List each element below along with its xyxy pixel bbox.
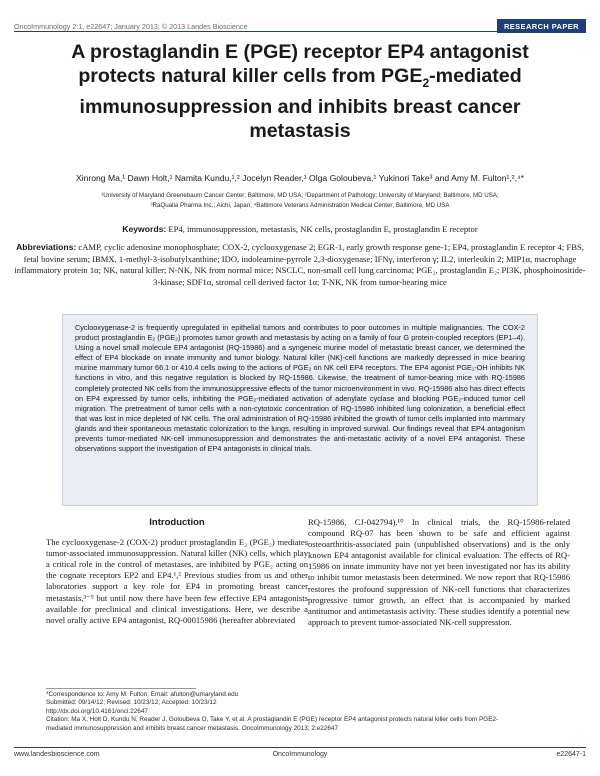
header-rule xyxy=(14,31,586,32)
abbreviations xyxy=(14,242,586,288)
footnote-rule xyxy=(46,688,196,689)
title-line-2 xyxy=(28,64,572,95)
affiliation-line-1: ¹University of Maryland Greenebaum Cancer Center; Baltimore, MD USA; ²Department of Pathology; University of Maryland; Baltimore, MD USA; xyxy=(101,192,499,199)
abbreviations-text: cAMP, cyclic adenosine monophosphate; COX-2, cyclooxygenase 2; EGR-1, early growth response gene-1; EP4, prostaglandin E receptor 4; FBS, fetal bovine serum; IBMX, 1-methyl-3-isobutylxanthine; IDO, indoleamine-pyrrole 2,3-dioxygenase; IFNγ, interferon γ; IL2, interleukin 2; MIP1α, macrophage inflammatory protein 1α; NK, natural killer; N-NK, NK from normal mice; NSCLC, non-small cell lung carcinoma; PGE₂, prostaglandin E₂; PI3K, phosphoinositide-3-kinase; SDF1α, stromal cell derived factor 1α; T-NK, NK from tumor-bearing mice xyxy=(14,242,586,287)
article-type-badge: RESEARCH PAPER xyxy=(497,19,586,33)
affiliations xyxy=(60,191,540,210)
abstract-box xyxy=(62,314,538,506)
keywords xyxy=(14,224,586,235)
author-list: Xinrong Ma,¹ Dawn Holt,¹ Namita Kundu,¹,² Jocelyn Reader,¹ Olga Goloubeva,¹ Yukinori Take³ and Amy M. Fulton¹,²,⁴* xyxy=(75,173,525,183)
affiliation-line-2: ³RaQualia Pharma Inc.; Aichi, Japan; ⁴Baltimore Veterans Administration Medical Center; Baltimore, MD USA xyxy=(150,201,450,209)
article-title xyxy=(28,40,572,143)
submission-dates: Submitted: 09/14/12; Revised: 10/23/12; Accepted: 10/23/12 xyxy=(46,699,217,707)
section-heading-introduction: Introduction xyxy=(149,517,205,528)
keywords-label: Keywords: xyxy=(122,224,167,234)
citation-line-2: mediated immunosuppression and inhibits breast cancer metastasis. OncoImmunology 2013; 2:e22647 xyxy=(46,724,339,732)
citation-line-1: Citation: Ma X, Holt D, Kundu N, Reader J, Goloubeva O, Take Y, et al. A prostaglandin E (PGE) receptor EP4 antagonist protects natural killer cells from PGE2- xyxy=(46,716,499,724)
title-subscript: 2 xyxy=(422,75,430,90)
abstract-text: Cyclooxygenase-2 is frequently upregulated in epithelial tumors and contributes to poor outcomes in multiple malignancies. The COX-2 product prostaglandin E₂ (PGE₂) promotes tumor growth and metastasis by acting on a family of four G protein-coupled receptors (EP1–4). Using a novel small molecule EP4 antagonist (RQ-15986) and a syngeneic murine model of metastatic breast cancer, we determined the effect of EP4 blockade on innate immunity and tumor biology. Natural killer (NK)-cell functions are markedly depressed in mice bearing murine mammary tumor 66.1 or 410.4 cells owing to the actions of PGE₂ on NK cell EP4 receptors. The EP4 agonist PGE₁-OH inhibits NK functions in vitro, and this negative regulation is blocked by RQ-15986. Likewise, the treatment of tumor-bearing mice with RQ-15986 completely protected NK cells from the immunosuppressive effects of the tumor microenvironment in vivo. RQ-15986 also has direct effects on EP4 expressed by tumor cells, inhibiting the PGE₂-mediated activation of adenylate cyclase and blocking PGE₂-induced tumor cell migration. The pretreatment of tumor cells with a non-cytotoxic concentration of RQ-15986 inhibited lung colonization, a beneficial effect that was lost in mice depleted of NK cells. The oral administration of RQ-15986 inhibited the growth of tumor cells implanted into mammary glands and their spontaneous metastatic colonization to the lungs, resulting in improved survival. Our findings reveal that EP4 antagonism prevents tumor-mediated NK-cell immunosuppression and demonstrates the anti-metastatic activity of a novel EP4 antagonist. These observations support the investigation of EP4 antagonists in clinical trials. xyxy=(75,323,525,454)
title-line-2b: -mediated xyxy=(429,65,522,87)
intro-paragraph-left: The cyclooxygenase-2 (COX-2) product prostaglandin E₂ (PGE₂) mediates tumor-associated immunosuppression. Natural killer (NK) cells, which play a critical role in the control of metastases, are inhibited by PGE₂ acting on the cognate receptors EP2 and EP4.¹,² Previous studies from us and other laboratories support a key role for EP4 in promoting breast cancer metastasis,³⁻⁹ but until now there have been few effective EP4 antagonists available for preclinical and clinical investigations. Here, we describe a novel orally active EP4 antagonist, RQ-00015986 (hereafter abbreviated xyxy=(46,537,308,625)
title-line-3: immunosuppression and inhibits breast cancer xyxy=(79,95,521,118)
doi-link[interactable]: http://dx.doi.org/10.4161/onci.22647 xyxy=(46,707,148,715)
correspondence-footnote xyxy=(46,691,566,733)
keywords-text: EP4, immunosuppression, metastasis, NK cells, prostaglandin E, prostaglandin E receptor xyxy=(166,224,478,234)
correspondence-line: *Correspondence to: Amy M. Fulton; Email: afulton@umaryland.edu xyxy=(46,691,239,698)
footer-page-number: e22647-1 xyxy=(556,751,586,758)
footer-journal-name: OncoImmunology xyxy=(272,751,328,758)
title-line-4: metastasis xyxy=(249,119,351,142)
footer-rule xyxy=(14,747,586,748)
abbreviations-label: Abbreviations: xyxy=(16,242,77,252)
journal-citation-line: OncoImmunology 2:1, e22647; January 2013; © 2013 Landes Bioscience xyxy=(14,22,248,31)
page-header xyxy=(0,0,600,34)
title-line-2a: protects natural killer cells from PGE xyxy=(78,65,423,87)
body-column-right xyxy=(308,517,570,628)
title-line-1: A prostaglandin E (PGE) receptor EP4 antagonist xyxy=(71,41,529,63)
body-column-left xyxy=(46,517,308,626)
footer-website-link[interactable]: www.landesbioscience.com xyxy=(14,751,100,758)
intro-paragraph-right: RQ-15986, CJ-042794).¹⁰ In clinical trials, the RQ-15986-related compound RQ-07 has been shown to be safe and efficient against osteoarthritis-associated pain (unpublished observations) and is the only known EP4 antagonist available for clinical evaluation. The effects of RQ-15986 on innate immunity have not yet been investigated nor has its ability to inhibit tumor metastasis been determined. We now report that RQ-15986 restores the profound suppression of NK-cell functions that characterizes progressive tumor growth, an effect that is accompanied by marked antitumor and antimetastasis activity. These studies identify a potential new approach to prevent tumor-associated NK-cell suppression. xyxy=(308,517,570,627)
